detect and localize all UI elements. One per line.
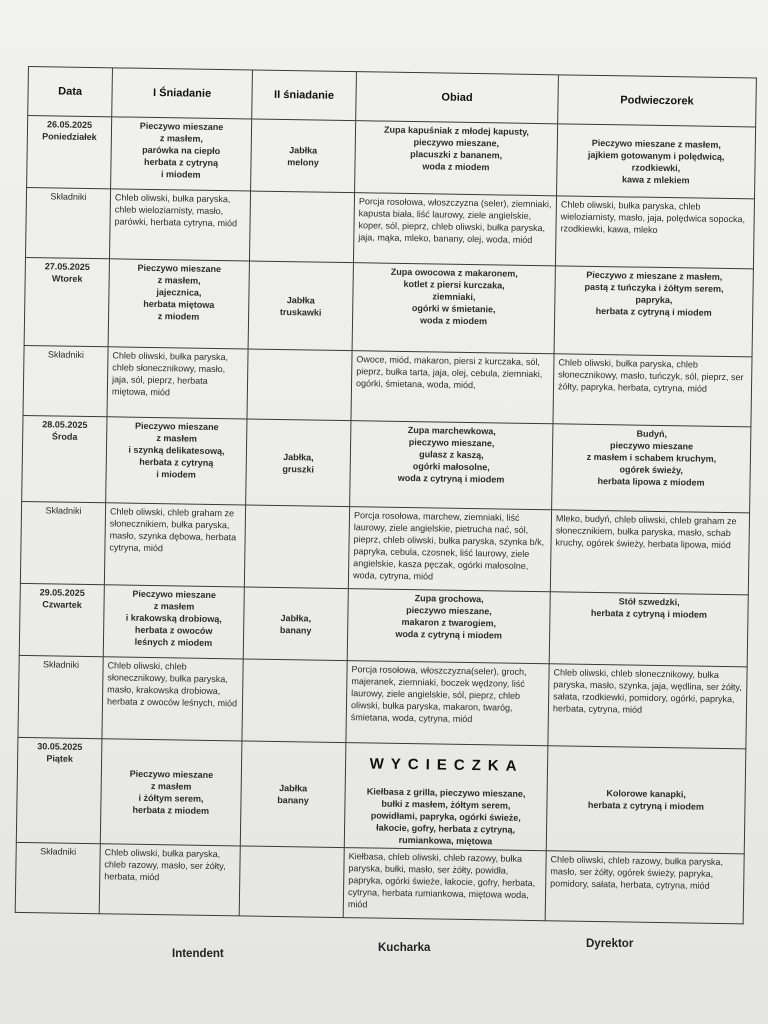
lunch-dish: Zupa owocowa z makaronem, kotlet z piersi kurczaka, ziemniaki, ogórki w śmietanie, woda z miodem <box>352 263 555 354</box>
breakfast-2-dish: Jabłka, gruszki <box>246 419 351 507</box>
day-date: 26.05.2025 <box>46 119 93 131</box>
weekly-menu-table <box>15 66 757 924</box>
day-row-friday <box>16 737 746 853</box>
day-date: 27.05.2025 <box>44 261 90 272</box>
breakfast-2-dish: Jabłka banany <box>240 741 346 848</box>
snack-dish: Stół szwedzki, herbata z cytryną i miodem <box>549 592 748 667</box>
breakfast-1-dish: Pieczywo mieszane z masłem i żółtym serem, herbata z miodem <box>100 739 242 846</box>
day-cell <box>22 415 107 502</box>
day-weekday: Wtorek <box>51 273 83 284</box>
breakfast-1-dish: Pieczywo mieszane z masłem i krakowską drobiową, herbata z owoców leśnych z miodem <box>103 585 244 659</box>
lunch-ingredients: Owoce, miód, makaron, piersi z kurczaka, sól, pieprz, bułka tarta, jaja, olej, cebula, ziemniaki, ogórki, śmietana, woda, miód, <box>351 351 554 424</box>
snack-ingredients: Chleb oliwski, chleb razowy, bułka paryska, masło, ser żółty, ogórek świeży, papryka, pomidory, sałata, herbata, cytryna, miód <box>545 851 744 924</box>
header-breakfast-1: I Śniadanie <box>112 68 253 119</box>
day-row-monday <box>27 116 756 199</box>
ingredients-label: Składniki <box>15 842 100 913</box>
header-lunch: Obiad <box>356 72 559 124</box>
snack-ingredients: Chleb oliwski, bułka paryska, chleb wieloziarnisty, masło, jaja, polędwica sopocka, rzodkiewki, kawa, mleko <box>555 196 754 269</box>
day-row-thursday <box>19 583 748 666</box>
snack-ingredients: Mleko, budyń, chleb oliwski, chleb graham ze słonecznikiem, bułka paryska, masło, schab kruchy, ogórek świeży, herbata lipowa, miód <box>550 510 749 595</box>
lunch-ingredients: Porcja rosołowa, włoszczyzna(seler), groch, majeranek, ziemniaki, boczek wędzony, liść laurowy, ziele angielskie, sól, pieprz, chleb oliwski, bułka paryska, makaron, twaróg, śmietana, woda, cytryna, miód <box>346 661 549 746</box>
header-date: Data <box>28 67 113 117</box>
day-weekday: Środa <box>51 431 78 442</box>
header-snack: Podwieczorek <box>558 75 757 127</box>
day-weekday: Czwartek <box>42 599 82 610</box>
lunch-dish: Zupa grochowa, pieczywo mieszane, makaron z twarogiem, woda z cytryną i miodem <box>347 589 550 664</box>
day-cell <box>24 257 109 346</box>
lunch-ingredients: Porcja rosołowa, włoszczyzna (seler), ziemniaki, kapusta biała, liść laurowy, ziele angielskie, koper, sól, pieprz, chleb oliwski, bułka paryska, jaja, mąka, mleko, banany, olej, woda, miód <box>353 193 556 266</box>
day-row-tuesday <box>24 257 753 356</box>
breakfast-1-ingredients: Chleb oliwski, bułka paryska, chleb słonecznikowy, masło, jaja, sól, pieprz, herbata miętowa, miód <box>107 347 248 419</box>
snack-dish: Budyń, pieczywo mieszane z masłem i schabem kruchym, ogórek świeży, herbata lipowa z miodem <box>552 424 751 513</box>
lunch-dish: Kiełbasa z grilla, pieczywo mieszane, bułki z masłem, żółtym serem, powidłami, papryka, ogórki świeże, łakocie, gofry, herbata z cytryną, rumiankowa, miętowa <box>366 786 526 847</box>
snack-dish: Kolorowe kanapki, herbata z cytryną i miodem <box>546 746 746 854</box>
breakfast-1-dish: Pieczywo mieszane z masłem, jajecznica, herbata miętowa z miodem <box>108 259 249 349</box>
breakfast-2-dish: Jabłka truskawki <box>248 261 353 351</box>
breakfast-2-ingredients-empty <box>242 659 347 743</box>
signature-kucharka: Kucharka <box>378 942 431 954</box>
breakfast-1-ingredients: Chleb oliwski, chleb słonecznikowy, bułka paryska, masło, krakowska drobiowa, herbata z owoców leśnych, miód <box>102 657 243 741</box>
ingredients-label: Składniki <box>23 345 108 416</box>
breakfast-2-dish: Jabłka, banany <box>243 587 348 661</box>
day-date: 29.05.2025 <box>39 587 85 598</box>
breakfast-2-dish: Jabłka melony <box>251 119 356 193</box>
breakfast-1-dish: Pieczywo mieszane z masłem i szynką delikatesową, herbata z cytryną i miodem <box>106 417 247 505</box>
lunch-ingredients: Kiełbasa, chleb oliwski, chleb razowy, bułka paryska, bułki, masło, ser żółty, powidła, papryka, ogórki świeże, łakocie, gofry, herbata, cytryna, herbata rumiankowa, miętowa woda, miód <box>343 848 546 921</box>
snack-ingredients: Chleb oliwski, chleb słonecznikowy, bułka paryska, masło, szynka, jaja, wędlina, ser żółty, sałata, rzodkiewki, pomidory, ogórki, papryka, herbata, cytryna, miód <box>548 664 747 749</box>
snack-dish: Pieczywo mieszane z masłem, jajkiem gotowanym i polędwicą, rzodkiewki, kawa z mlekiem <box>557 124 756 199</box>
snack-dish: Pieczywo z mieszane z masłem, pastą z tuńczyka i żółtym serem, papryka, herbata z cytryną i miodem <box>554 266 753 357</box>
lunch-dish: Zupa marchewkowa, pieczywo mieszane, gulasz z kaszą, ogórki małosolne, woda z cytryną i miodem <box>350 421 553 510</box>
ingredients-row-wednesday <box>20 501 749 594</box>
breakfast-1-dish: Pieczywo mieszane z masłem, parówka na ciepło herbata z cytryną i miodem <box>111 117 252 191</box>
day-row-wednesday <box>22 415 751 512</box>
breakfast-2-ingredients-empty <box>244 505 349 589</box>
ingredients-label: Składniki <box>25 187 110 258</box>
ingredients-row-thursday <box>18 655 747 748</box>
signature-dyrektor: Dyrektor <box>586 938 634 950</box>
lunch-cell <box>344 743 548 851</box>
breakfast-1-ingredients: Chleb oliwski, bułka paryska, chleb wieloziarnisty, masło, parówki, herbata cytryna, miód <box>109 189 250 261</box>
day-cell <box>19 583 104 656</box>
breakfast-1-ingredients: Chleb oliwski, bułka paryska, chleb razowy, masło, ser żółty, herbata, miód <box>99 844 240 916</box>
ingredients-label: Składniki <box>20 501 105 584</box>
ingredients-row-friday <box>15 842 744 923</box>
ingredients-row-monday <box>25 187 754 268</box>
snack-ingredients: Chleb oliwski, bułka paryska, chleb słonecznikowy, masło, tuńczyk, sól, pieprz, ser żółty, papryka, herbata, cytryna, miód <box>553 354 752 427</box>
lunch-dish: Zupa kapuśniak z młodej kapusty, pieczywo mieszane, placuszki z bananem, woda z miodem <box>355 121 558 196</box>
day-weekday: Piątek <box>46 753 73 764</box>
lunch-ingredients: Porcja rosołowa, marchew, ziemniaki, liść laurowy, ziele angielskie, pietrucha nać, sól, pieprz, chleb oliwski, bułka paryska, szynka b/k, papryka, cebula, czosnek, liść laurowy, ziele angielskie, kasza pęczak, ogórki małosolne, woda, cytryna, miód <box>348 507 551 592</box>
day-date: 30.05.2025 <box>37 741 83 752</box>
header-breakfast-2: II śniadanie <box>252 70 357 121</box>
signature-intendent: Intendent <box>172 948 224 960</box>
ingredients-label: Składniki <box>18 655 103 738</box>
day-cell <box>27 116 112 189</box>
trip-title: WYCIECZKA <box>369 755 524 775</box>
breakfast-2-ingredients-empty <box>239 846 344 918</box>
breakfast-2-ingredients-empty <box>249 191 354 263</box>
day-weekday: Poniedziałek <box>42 131 97 143</box>
breakfast-1-ingredients: Chleb oliwski, chleb graham ze słonecznikiem, bułka paryska, masło, szynka dębowa, herbata cytryna, miód <box>104 503 245 587</box>
day-date: 28.05.2025 <box>42 419 88 430</box>
breakfast-2-ingredients-empty <box>247 349 352 421</box>
day-cell <box>16 737 102 843</box>
ingredients-row-tuesday <box>23 345 752 426</box>
